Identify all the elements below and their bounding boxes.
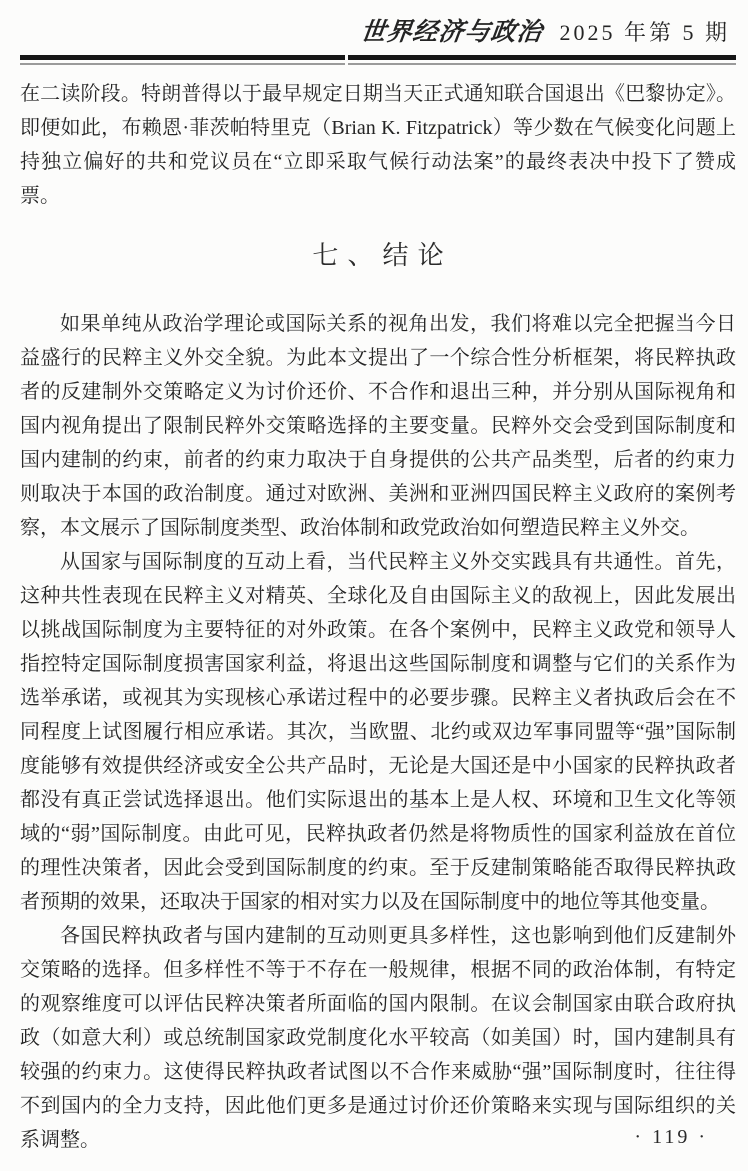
paragraph-conclusion-2: 从国家与国际制度的互动上看，当代民粹主义外交实践具有共通性。首先，这种共性表现在民粹主义对精英、全球化及自由国际主义的敌视上，因此发展出以挑战国际制度为主要特征的对外政策。在各个案例中，民粹主义政党和领导人指控特定国际制度损害国家利益，将退出这些国际制度和调整与它们的关系作为选举承诺，或视其为实现核心承诺过程中的必要步骤。民粹主义者执政后会在不同程度上试图履行相应承诺。其次，当欧盟、北约或双边军事同盟等“强”国际制度能够有效提供经济或安全公共产品时，无论是大国还是中小国家的民粹执政者都没有真正尝试选择退出。他们实际退出的基本上是人权、环境和卫生文化等领域的“弱”国际制度。由此可见，民粹执政者仍然是将物质性的国家利益放在首位的理性决策者，因此会受到国际制度的约束。至于反建制策略能否取得民粹执政者预期的效果，还取决于国家的相对实力以及在国际制度中的地位等其他变量。 bbox=[20, 551, 736, 913]
paragraph-continuation: 在二读阶段。特朗普得以于最早规定日期当天正式通知联合国退出《巴黎协定》。即便如此，布赖恩·菲茨帕特里克（Brian K. Fitzpatrick）等少数在气候变化问题上持独立偏好的共和党议员在“立即采取气候行动法案”的最终表决中投下了赞成票。 bbox=[20, 83, 736, 207]
article-body bbox=[20, 77, 736, 1157]
paragraph-conclusion-1: 如果单纯从政治学理论或国际关系的视角出发，我们将难以完全把握当今日益盛行的民粹主义外交全貌。为此本文提出了一个综合性分析框架，将民粹执政者的反建制外交策略定义为讨价还价、不合作和退出三种，并分别从国际视角和国内视角提出了限制民粹外交策略选择的主要变量。民粹外交会受到国际制度和国内建制的约束，前者的约束力取决于自身提供的公共产品类型，后者的约束力则取决于本国的政治制度。通过对欧洲、美洲和亚洲四国民粹主义政府的案例考察，本文展示了国际制度类型、政治体制和政党政治如何塑造民粹主义外交。 bbox=[20, 313, 736, 539]
running-head bbox=[20, 12, 736, 48]
page-header bbox=[20, 12, 736, 65]
section-heading: 七、结论 bbox=[312, 241, 453, 270]
issue-label: 2025 年第 5 期 bbox=[559, 20, 730, 45]
page-number: · 119 · bbox=[634, 1126, 708, 1148]
journal-name: 世界经济与政治 bbox=[359, 19, 545, 46]
header-rule-thick bbox=[20, 55, 736, 60]
header-rule-thin bbox=[20, 63, 736, 65]
paragraph-conclusion-3: 各国民粹执政者与国内建制的互动则更具多样性，这也影响到他们反建制外交策略的选择。但多样性不等于不存在一般规律，根据不同的政治体制，有特定的观察维度可以评估民粹决策者所面临的国内限制。在议会制国家由联合政府执政（如意大利）或总统制国家政党制度化水平较高（如美国）时，国内建制具有较强的约束力。这使得民粹执政者试图以不合作来威胁“强”国际制度时，往往得不到国内的全力支持，因此他们更多是通过讨价还价策略来实现与国际组织的关系调整。 bbox=[20, 925, 736, 1151]
